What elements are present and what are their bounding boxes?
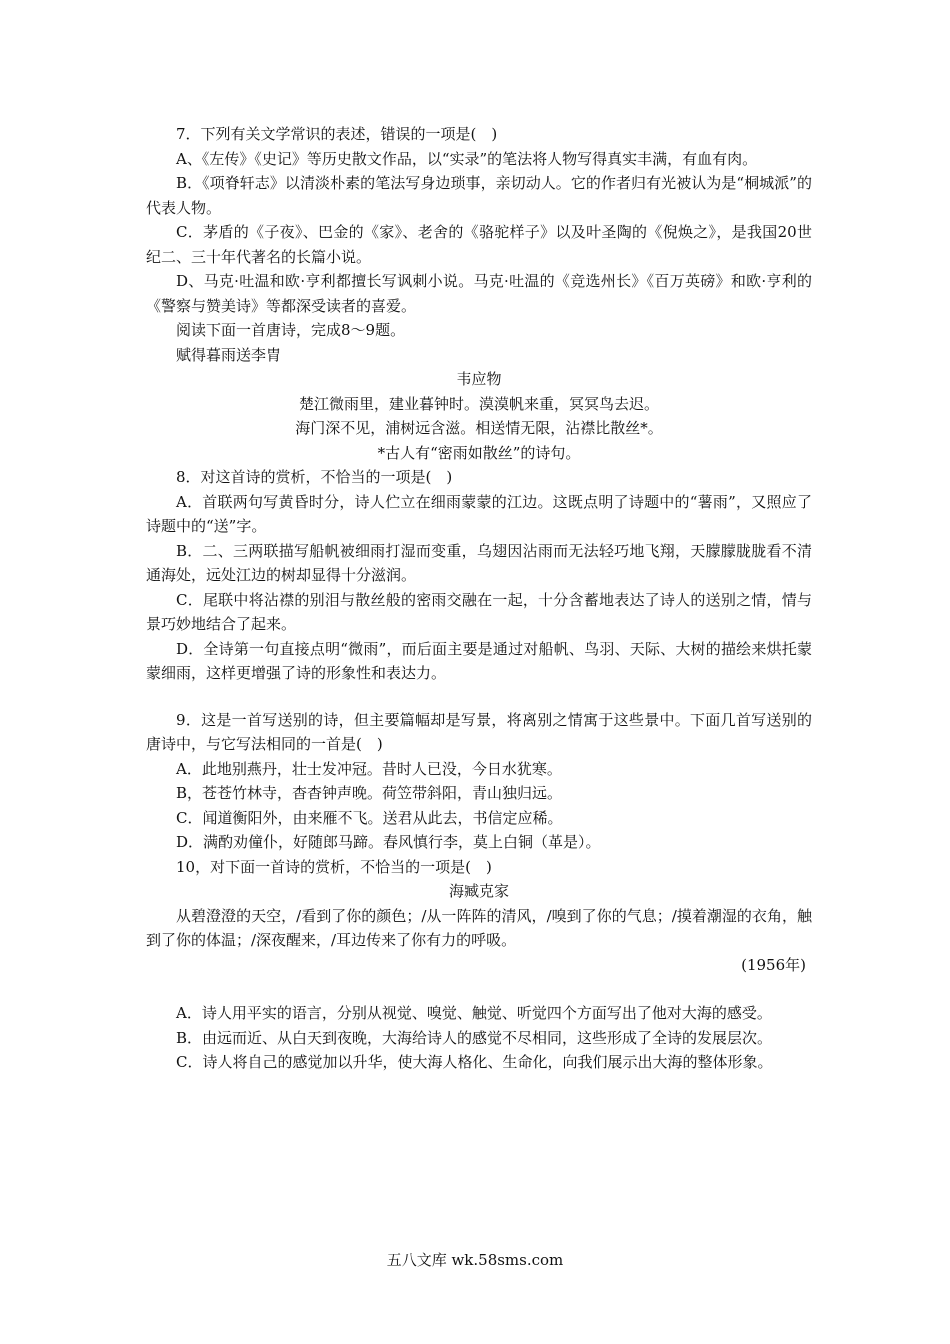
q7-option-c: C．茅盾的《子夜》、巴金的《家》、老舍的《骆驼样子》以及叶圣陶的《倪焕之》，是我国20世纪二、三十年代著名的长篇小说。	[146, 223, 812, 266]
q8-option-c: C．尾联中将沾襟的别泪与散丝般的密雨交融在一起，十分含蓄地表达了诗人的送别之情，情与景巧妙地结合了起来。	[146, 590, 812, 633]
q9-option-a: A．此地别燕丹，壮士发冲冠。昔时人已没，今日水犹寒。	[176, 759, 562, 778]
q10-option-a: A．诗人用平实的语言，分别从视觉、嗅觉、触觉、听觉四个方面写出了他对大海的感受。	[176, 1004, 772, 1022]
q9-option-d: D．满酌劝僮仆，好随郎马蹄。春风慎行李，莫上白铜（革是）。	[176, 833, 601, 851]
q8-stem: 8．对这首诗的赏析，不恰当的一项是( )	[176, 468, 453, 486]
q9-stem: 9．这是一首写送别的诗，但主要篇幅却是写景，将离别之情寓于这些景中。下面几首写送别的唐诗中，与它写法相同的一首是( )	[146, 710, 812, 753]
q7-option-a: A、《左传》《史记》等历史散文作品，以“实录”的笔法将人物写得真实丰满，有血有肉。	[176, 149, 758, 168]
poem-title: 赋得暮雨送李胄	[176, 345, 282, 364]
q10-poem-title: 海臧克家	[448, 882, 509, 900]
spacer	[146, 977, 812, 1001]
q10-option-c: C．诗人将自己的感觉加以升华，使大海人格化、生命化，向我们展示出大海的整体形象。	[176, 1053, 773, 1071]
q8-option-a: A．首联两句写黄昏时分，诗人伫立在细雨蒙蒙的江边。这既点明了诗题中的“薯雨”，又照应了诗题中的“送”字。	[146, 492, 812, 535]
poem-line-2: 海门深不见，浦树远含滋。相送情无限，沾襟比散丝*。	[295, 419, 663, 437]
q9-option-c: C．闻道衡阳外，由来雁不飞。送君从此去，书信定应稀。	[176, 808, 563, 827]
q8-option-d: D．全诗第一句直接点明“微雨”，而后面主要是通过对船帆、鸟羽、天际、大树的描绘来烘托蒙蒙细雨，这样更增强了诗的形象性和表达力。	[146, 639, 812, 682]
document-body	[146, 122, 812, 1075]
spacer	[146, 686, 812, 708]
q8-option-b: B．二、三两联描写船帆被细雨打湿而变重，乌翅因沾雨而无法轻巧地飞翔，天朦朦胧胧看不清通海处，远处江边的树却显得十分滋润。	[146, 541, 812, 584]
q7-option-b: B．《项脊轩志》以清淡朴素的笔法写身边琐事，亲切动人。它的作者归有光被认为是“桐城派”的代表人物。	[146, 174, 812, 217]
q10-option-b: B．由远而近、从白天到夜晚，大海给诗人的感觉不尽相同，这些形成了全诗的发展层次。	[176, 1028, 773, 1047]
q9-option-b: B，苍苍竹林寺，杳杳钟声晚。荷笠带斜阳，青山独归远。	[176, 784, 563, 802]
poem-line-1: 楚江微雨里，建业暮钟时。漠漠帆来重，冥冥鸟去迟。	[298, 394, 659, 413]
q10-poem-year: (1956年)	[741, 955, 806, 974]
q7-stem: 7．下列有关文学常识的表述，错误的一项是( )	[176, 125, 498, 143]
footer-watermark: 五八文库 wk.58sms.com	[386, 1251, 564, 1269]
poem-author: 韦应物	[456, 370, 502, 388]
poem-intro: 阅读下面一首唐诗，完成8～9题。	[176, 321, 406, 339]
q7-option-d: D、马克·吐温和欧·亨利都擅长写讽刺小说。马克·吐温的《竞选州长》《百万英磅》和欧·亨利的《警察与赞美诗》等都深受读者的喜爱。	[146, 272, 812, 315]
q10-stem: 10，对下面一首诗的赏析，不恰当的一项是( )	[176, 857, 492, 876]
poem-note: *古人有“密雨如散丝”的诗句。	[377, 443, 581, 462]
q10-poem-body: 从碧澄澄的天空，/看到了你的颜色；/从一阵阵的清风，/嗅到了你的气息；/摸着潮湿的衣角，触到了你的体温；/深夜醒来，/耳边传来了你有力的呼吸。	[146, 906, 812, 949]
